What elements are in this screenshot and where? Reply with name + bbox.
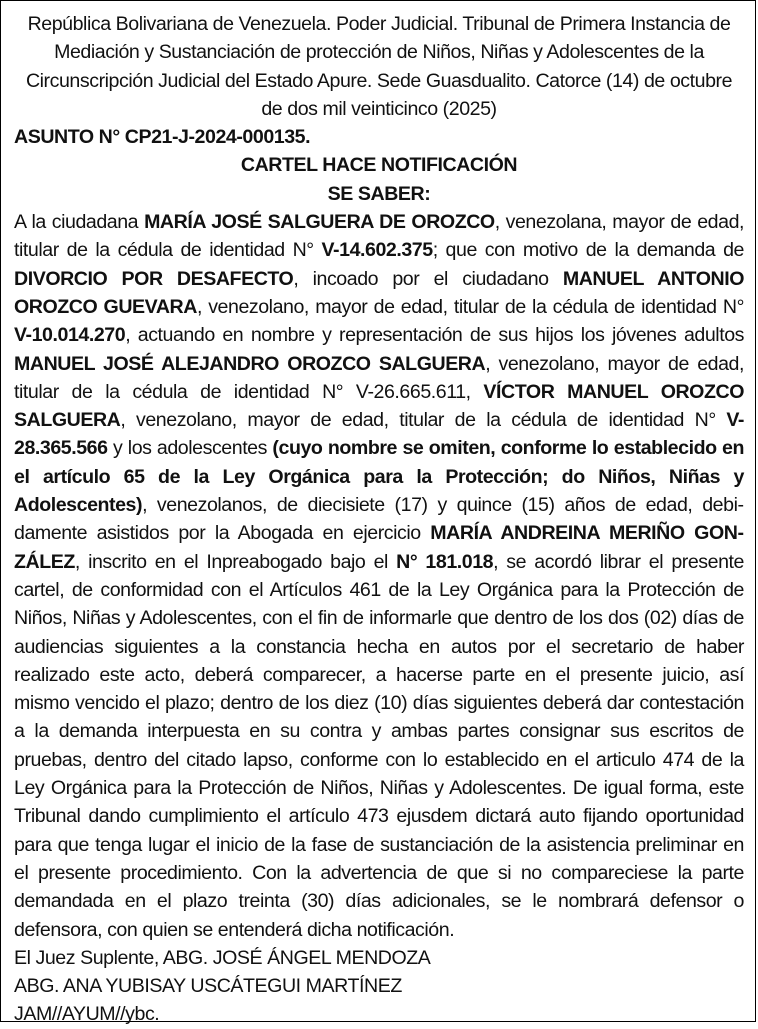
minors-clause: (cuyo nombre se omiten, conforme lo establecido en el artículo 65 de la Ley Orgánica para la Protección; do Niños, Niñas y Adolescentes) (14, 437, 745, 517)
court-notice (14, 10, 744, 1029)
son-name: MANUEL JOSÉ ALEJANDRO OROZCO SALGUERA (14, 352, 486, 375)
defendant-id: V-14.602.375 (321, 239, 433, 262)
notice-body: A la ciudadana MARÍA JOSÉ SALGUERA DE OROZCO, venezolana, mayor de edad, titular de la cédula de identidad N° V-14.602.375; que con motivo de la demanda de DIVORCIO POR DESAFECTO, incoado por el ciudadano MANUEL ANTONIO OROZCO GUEVARA, venezolano, mayor de edad, titular de la cédula de identidad N° V-10.014.270, actuando en nombre y representación de sus hijos los jóvenes adultos MANUEL JOSÉ ALEJANDRO OROZCO SALGUERA, venezolano, mayor de edad, titular de la cédula de identidad N° V-26.665.611, VÍCTOR MANUEL OROZCO SALGUERA, venezolano, mayor de edad, titular de la cédula de identidad N° V-28.365.566 y los adolescentes (cuyo nombre se omiten, conforme lo establecido en el artículo 65 de la Ley Orgánica para la Protección; do Niños, Niñas y Adolescentes), venezolanos, de diecisiete (17) y quince (15) años de edad, debidamente asistidos por la Abogada en ejercicio MARÍA ANDREINA MERIÑO GONZÁLEZ, inscrito en el Inpreabogado bajo el N° 181.018, se acordó librar el presente cartel, de conformidad con el Artículos 461 de la Ley Orgánica para la Protección de Niños, Niñas y Adolescentes, con el fin de informarle que dentro de los dos (02) días de audiencias siguientes a la constancia hecha en autos por el secretario de haber realizado este acto, deberá comparecer, a hacerse parte en el presente juicio, así mismo vencido el plazo; dentro de los diez (10) días siguientes deberá dar contestación a la demanda interpuesta en su contra y ambas partes consignar sus escritos de pruebas, dentro del citado lapso, conforme con lo establecido en el articulo 474 de la Ley Orgánica para la Protección de Niños, Niñas y Adolescentes. De igual forma, este Tribunal dando cumplimiento el artículo 473 ejusdem dictará auto fijando oportunidad para que tenga lugar el inicio de la fase de sustanciación de la asistencia preliminar en el presente procedimiento. Con la advertencia de que si no compareciese la parte demandada en el plazo treinta (30) días adicionales, se le nombrará defensor o defensora, con quien se entenderá dicha notificación. (14, 211, 745, 941)
initials: JAM//AYUM//ybc. (14, 1003, 160, 1026)
court-header: República Bolivariana de Venezuela. Poder Judicial. Tribunal de Primera Instancia de Mediación y Sustanciación de protección de Niños, Niñas y Adolescentes de la Circunscripción Judicial del Estado Apure. Sede Guasdualito. Catorce (14) de octubre de dos mil veinticinco (2025) (25, 13, 733, 120)
secretary-signature: ABG. ANA YUBISAY USCÁTEGUI MARTÍNEZ (14, 975, 402, 998)
notice-title: CARTEL HACE NOTIFICACIÓN (240, 154, 518, 177)
case-type: DIVORCIO POR DESAFECTO (14, 267, 294, 290)
notice-subtitle: SE SABER: (327, 182, 431, 205)
plaintiff-name: MANUEL ANTONIO OROZCO GUEVARA (14, 267, 744, 318)
son2-name: VÍCTOR MANUEL OROZCO SALGUERA (14, 380, 744, 432)
case-number: ASUNTO N° CP21-J-2024-000135. (14, 126, 311, 149)
son2-id: V-28.365.566 (14, 409, 744, 460)
judge-signature: El Juez Suplente, ABG. JOSÉ ÁNGEL MENDOZA (14, 946, 431, 969)
attorney-registry: N° 181.018 (396, 550, 494, 573)
defendant-name: MARÍA JOSÉ SALGUERA DE OROZCO (144, 211, 495, 234)
plaintiff-id: V-10.014.270 (14, 324, 126, 347)
attorney-name: MARÍA ANDREINA MERIÑO GONZÁLEZ (14, 522, 744, 573)
